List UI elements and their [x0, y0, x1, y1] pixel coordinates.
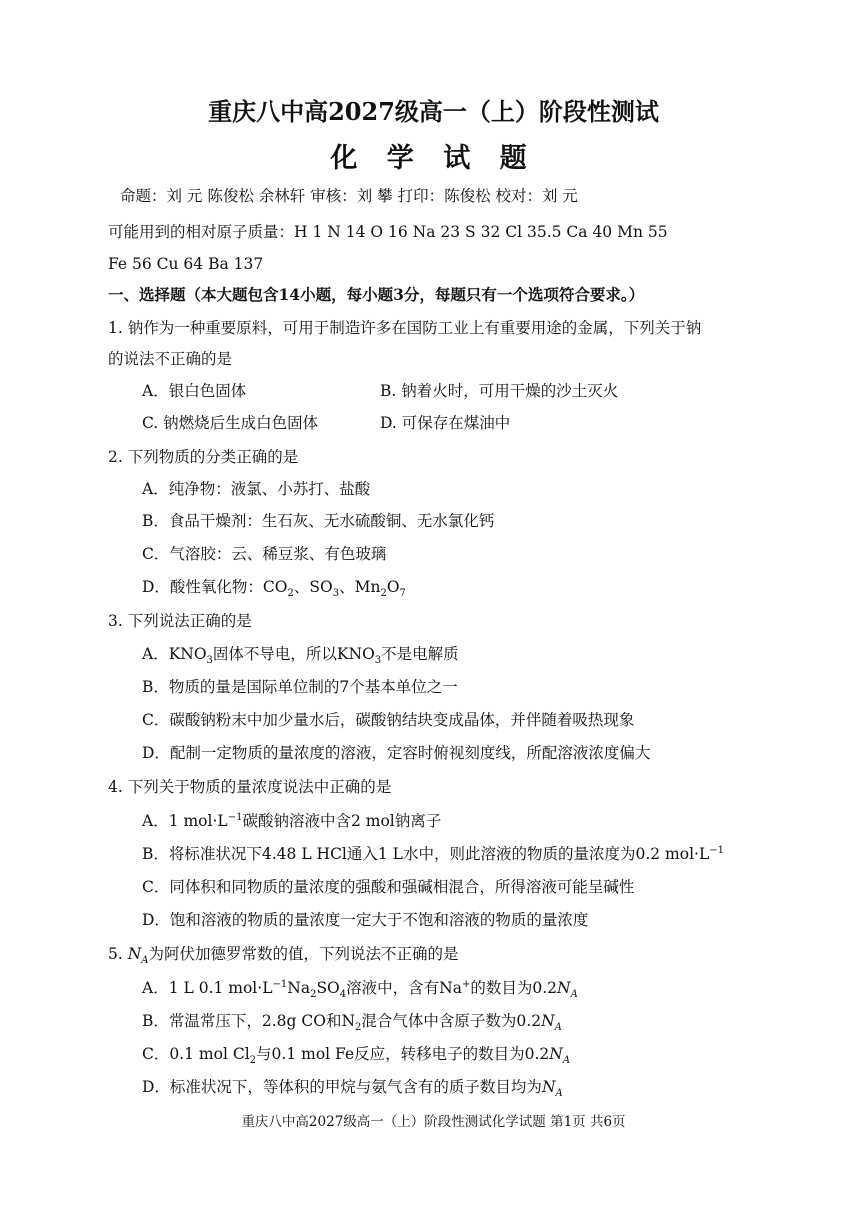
q5-option-b: B．常温常压下，2.8g CO和$N_2$混合气体中含原子数为$0.2N_A$	[142, 1012, 562, 1034]
q2-option-c: C．气溶胶：云、稀豆浆、有色玻璃	[142, 545, 387, 563]
q2-option-a: A．纯净物：液氯、小苏打、盐酸	[142, 480, 371, 498]
q5-stem: 5. $N_A$为阿伏加德罗常数的值，下列说法不正确的是	[108, 945, 459, 967]
q3-option-b: B．物质的量是国际单位制的7个基本单位之一	[142, 678, 458, 696]
q4-option-d: D．饱和溶液的物质的量浓度一定大于不饱和溶液的物质的量浓度	[142, 911, 589, 929]
q1-option-a: A．银白色固体	[142, 382, 247, 400]
atomic-masses-line-2: Fe 56 Cu 64 Ba 137	[108, 255, 264, 273]
q3-stem: 3. 下列说法正确的是	[108, 612, 252, 630]
q5-option-d: D．标准状况下，等体积的甲烷与氨气含有的质子数目均为$N_A$	[142, 1078, 563, 1100]
q2-option-d: D．酸性氧化物：$CO_2$、$SO_3$、$Mn_2O_7$	[142, 578, 406, 600]
q1-option-c: C. 钠燃烧后生成白色固体	[142, 414, 319, 432]
q1-stem-line-1: 1. 钠作为一种重要原料，可用于制造许多在国防工业上有重要用途的金属，下列关于钠	[108, 319, 702, 337]
q1-option-d: D. 可保存在煤油中	[380, 414, 511, 432]
q5-option-a: A．1 L 0.1 $mol\cdot L^{-1}Na_2SO_4$溶液中，含有Na+的数目为$0.2N_A$	[142, 978, 578, 1001]
q2-option-b: B．食品干燥剂：生石灰、无水硫酸铜、无水氯化钙	[142, 512, 495, 530]
q4-option-b: B．将标准状况下4.48 L HCl通入1 L水中，则此溶液的物质的量浓度为0.2 $mol\cdot L^{-1}$	[142, 844, 725, 863]
q2-stem: 2. 下列物质的分类正确的是	[108, 448, 299, 466]
q4-stem: 4. 下列关于物质的量浓度说法中正确的是	[108, 778, 392, 796]
section-heading: 一、选择题（本大题包含14小题，每小题3分，每题只有一个选项符合要求。）	[108, 285, 645, 304]
atomic-masses-line-1: 可能用到的相对原子质量：H 1 N 14 O 16 Na 23 S 32 Cl 35.5 Ca 40 Mn 55	[108, 223, 668, 241]
q4-option-c: C．同体积和同物质的量浓度的强酸和强碱相混合，所得溶液可能呈碱性	[142, 878, 635, 896]
q3-option-c: C．碳酸钠粉末中加少量水后，碳酸钠结块变成晶体，并伴随着吸热现象	[142, 711, 635, 729]
exam-title: 重庆八中高2027级高一（上）阶段性测试	[208, 97, 659, 126]
q4-option-a: A．1 $mol\cdot L^{-1}$碳酸钠溶液中含2 mol钠离子	[142, 811, 442, 830]
credits-line: 命题：刘 元 陈俊松 余林轩 审核：刘 攀 打印：陈俊松 校对：刘 元	[120, 187, 578, 205]
q3-option-d: D．配制一定物质的量浓度的溶液，定容时俯视刻度线，所配溶液浓度偏大	[142, 744, 651, 762]
q1-option-b: B. 钠着火时，可用干燥的沙土灭火	[380, 382, 619, 400]
exam-subject-title: 化 学 试 题	[330, 143, 537, 174]
q5-option-c: C．0.1 mol $Cl_2$与0.1 mol Fe反应，转移电子的数目为$0.2N_A$	[142, 1045, 571, 1067]
q1-stem-line-2: 的说法不正确的是	[108, 350, 233, 368]
q3-option-a: A．$KNO_3$固体不导电，所以$KNO_3$不是电解质	[142, 645, 459, 667]
page-footer: 重庆八中高2027级高一（上）阶段性测试化学试题 第1页 共6页	[241, 1114, 626, 1130]
